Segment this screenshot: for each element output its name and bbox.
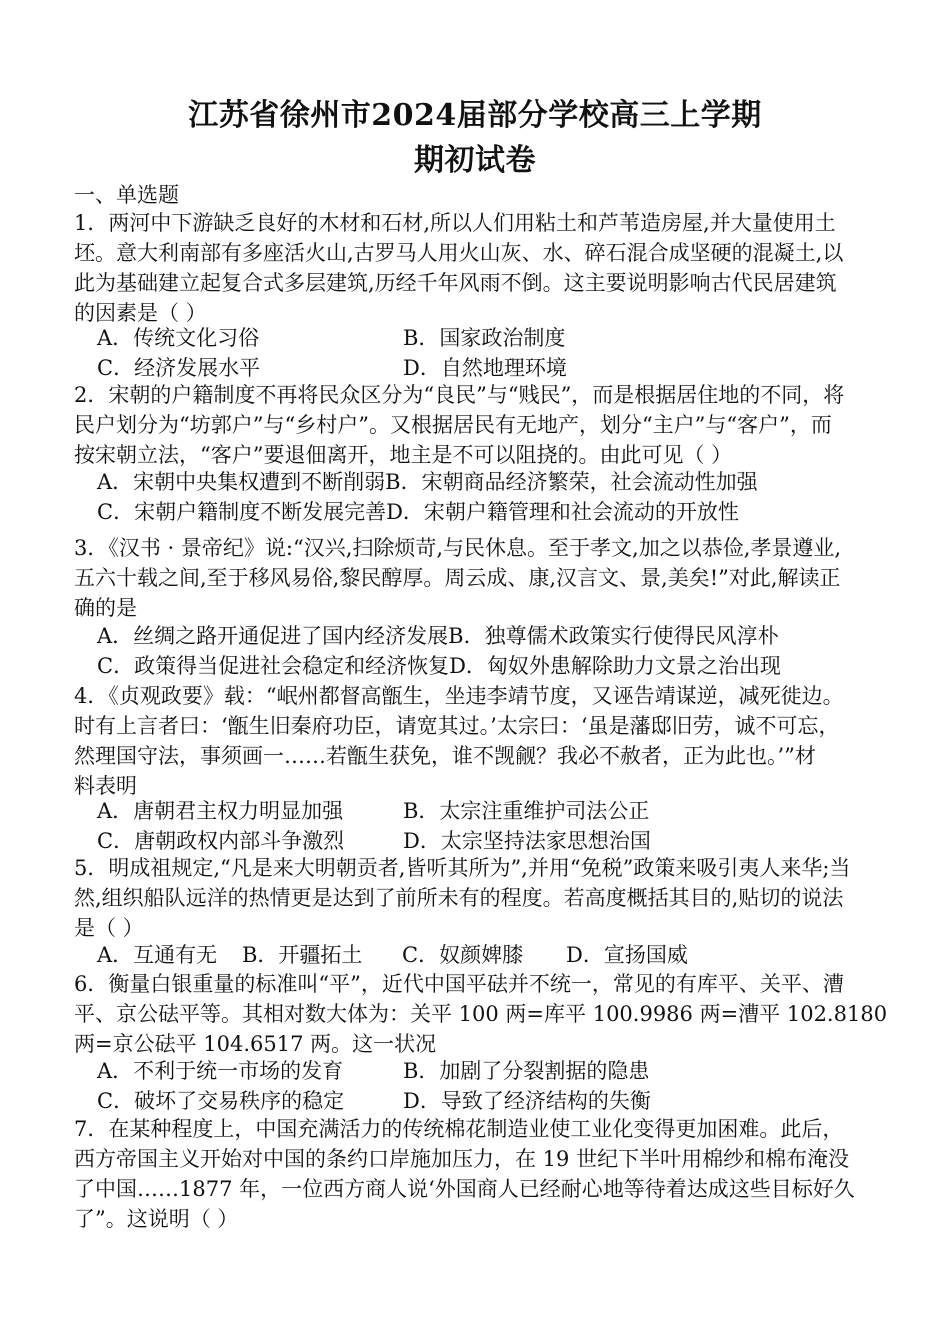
question-5-stem [74, 853, 886, 943]
question-line: 平、京公砝平等。其相对数大体为：关平 100 两=库平 100.9986 两=漕平 102.8180 [74, 1002, 888, 1026]
question-line: 西方帝国主义开始对中国的条约口岸施加压力，在 19 世纪下半叶用棉纱和棉布淹没 [74, 1147, 850, 1171]
option-d[interactable]: D．导致了经济结构的失衡 [403, 1089, 651, 1113]
option-b[interactable]: B．开疆拓土 [242, 943, 363, 967]
question-line: 了中国……1877 年，一位西方商人说‘外国商人已经耐心地等待着达成这些目标好久 [74, 1177, 855, 1201]
question-line: 7．在某种程度上，中国充满活力的传统棉花制造业使工业化变得更加困难。此后， [74, 1117, 844, 1141]
question-5-options [97, 940, 887, 970]
option-a[interactable]: A．唐朝君主权力明显加强 [97, 799, 344, 823]
question-line: 此为基础建立起复合式多层建筑,历经千年风雨不倒。这主要说明影响古代民居建筑 [74, 271, 837, 295]
question-line: 是（ ） [74, 916, 144, 940]
option-a[interactable]: A．丝绸之路开通促进了国内经济发展 [97, 624, 449, 648]
question-line: 料表明 [74, 774, 137, 798]
option-b[interactable]: B．宋朝商品经济繁荣，社会流动性加强 [385, 470, 758, 494]
option-d[interactable]: D．宋朝户籍管理和社会流动的开放性 [386, 500, 739, 524]
question-line: 1．两河中下游缺乏良好的木材和石材,所以人们用粘土和芦苇造房屋,并大量使用土 [74, 211, 836, 235]
section-heading: 一、单选题 [74, 183, 179, 207]
question-4-options [97, 796, 887, 856]
question-4-stem [74, 681, 886, 801]
question-1-options [97, 323, 887, 383]
option-d[interactable]: D．自然地理环境 [403, 356, 567, 380]
exam-title-line2: 期初试卷 [414, 143, 536, 178]
question-line: 5．明成祖规定,“凡是来大明朝贡者,皆听其所为”,并用“免税”政策来吸引夷人来华;当 [74, 856, 851, 880]
option-c[interactable]: C．奴颜婢膝 [402, 943, 524, 967]
option-d[interactable]: D．太宗坚持法家思想治国 [403, 829, 651, 853]
option-d[interactable]: D．宣扬国威 [566, 943, 688, 967]
question-6-options [97, 1056, 887, 1116]
question-line: 的因素是（ ） [74, 301, 207, 325]
question-line: 2．宋朝的户籍制度不再将民众区分为“良民”与“贱民”，而是根据居住地的不同，将 [74, 383, 845, 407]
question-line: 时有上言者曰：‘甑生旧秦府功臣，请宽其过。’太宗曰：‘虽是藩邸旧劳，诚不可忘， [74, 714, 840, 738]
question-line: 民户划分为“坊郭户”与“乡村户”。又根据居民有无地产，划分“主户”与“客户”，而 [74, 413, 832, 437]
exam-title-line1: 江苏省徐州市2024届部分学校高三上学期 [188, 98, 762, 133]
option-c[interactable]: C．宋朝户籍制度不断发展完善 [97, 500, 387, 524]
question-3-options [97, 621, 887, 681]
option-c[interactable]: C．唐朝政权内部斗争激烈 [97, 829, 345, 853]
question-2-stem [74, 380, 886, 470]
question-2-options [97, 467, 887, 527]
option-c[interactable]: C．破坏了交易秩序的稳定 [97, 1089, 345, 1113]
question-line: 6．衡量白银重量的标准叫“平”，近代中国平砝并不统一，常见的有库平、关平、漕 [74, 972, 844, 996]
question-line: 五六十载之间,至于移风易俗,黎民醇厚。周云成、康,汉言文、景,美矣!”对此,解读正 [74, 566, 841, 590]
question-3-stem [74, 533, 886, 623]
option-a[interactable]: A．不利于统一市场的发育 [97, 1059, 344, 1083]
question-line: 坯。意大利南部有多座活火山,古罗马人用火山灰、水、碎石混合成坚硬的混凝土,以 [74, 241, 844, 265]
option-c[interactable]: C．政策得当促进社会稳定和经济恢复 [97, 654, 450, 678]
question-line: 3．《汉书 · 景帝纪》说:“汉兴,扫除烦苛,与民休息。至于孝文,加之以恭俭,孝景遵业, [74, 536, 842, 560]
option-b[interactable]: B．太宗注重维护司法公正 [403, 799, 650, 823]
option-b[interactable]: B．独尊儒术政策实行使得民风淳朴 [448, 624, 779, 648]
question-line: 按宋朝立法，“客户”要退佃离开，地主是不可以阻挠的。由此可见（ ） [74, 443, 733, 467]
question-line: 两=京公砝平 104.6517 两。这一状况 [74, 1032, 437, 1056]
question-line: 然理国守法，事须画一……若甑生获免，谁不觊觎？我必不赦者，正为此也。’”材 [74, 744, 816, 768]
option-b[interactable]: B．加剧了分裂割据的隐患 [403, 1059, 650, 1083]
question-1-stem [74, 208, 886, 328]
question-line: 4．《贞观政要》载：“岷州都督高甑生，坐违李靖节度，又诬告靖谋逆，减死徙边。 [74, 684, 844, 708]
question-line: 确的是 [74, 596, 137, 620]
option-d[interactable]: D．匈奴外患解除助力文景之治出现 [449, 654, 781, 678]
option-b[interactable]: B．国家政治制度 [403, 326, 566, 350]
question-line: 了”。这说明（ ） [74, 1207, 239, 1231]
question-7-stem [74, 1114, 886, 1234]
option-c[interactable]: C．经济发展水平 [97, 356, 261, 380]
question-line: 然,组织船队远洋的热情更是达到了前所未有的程度。若高度概括其目的,贴切的说法 [74, 886, 844, 910]
option-a[interactable]: A．互通有无 [97, 943, 218, 967]
option-a[interactable]: A．传统文化习俗 [97, 326, 260, 350]
question-6-stem [74, 969, 886, 1059]
option-a[interactable]: A．宋朝中央集权遭到不断削弱 [97, 470, 386, 494]
